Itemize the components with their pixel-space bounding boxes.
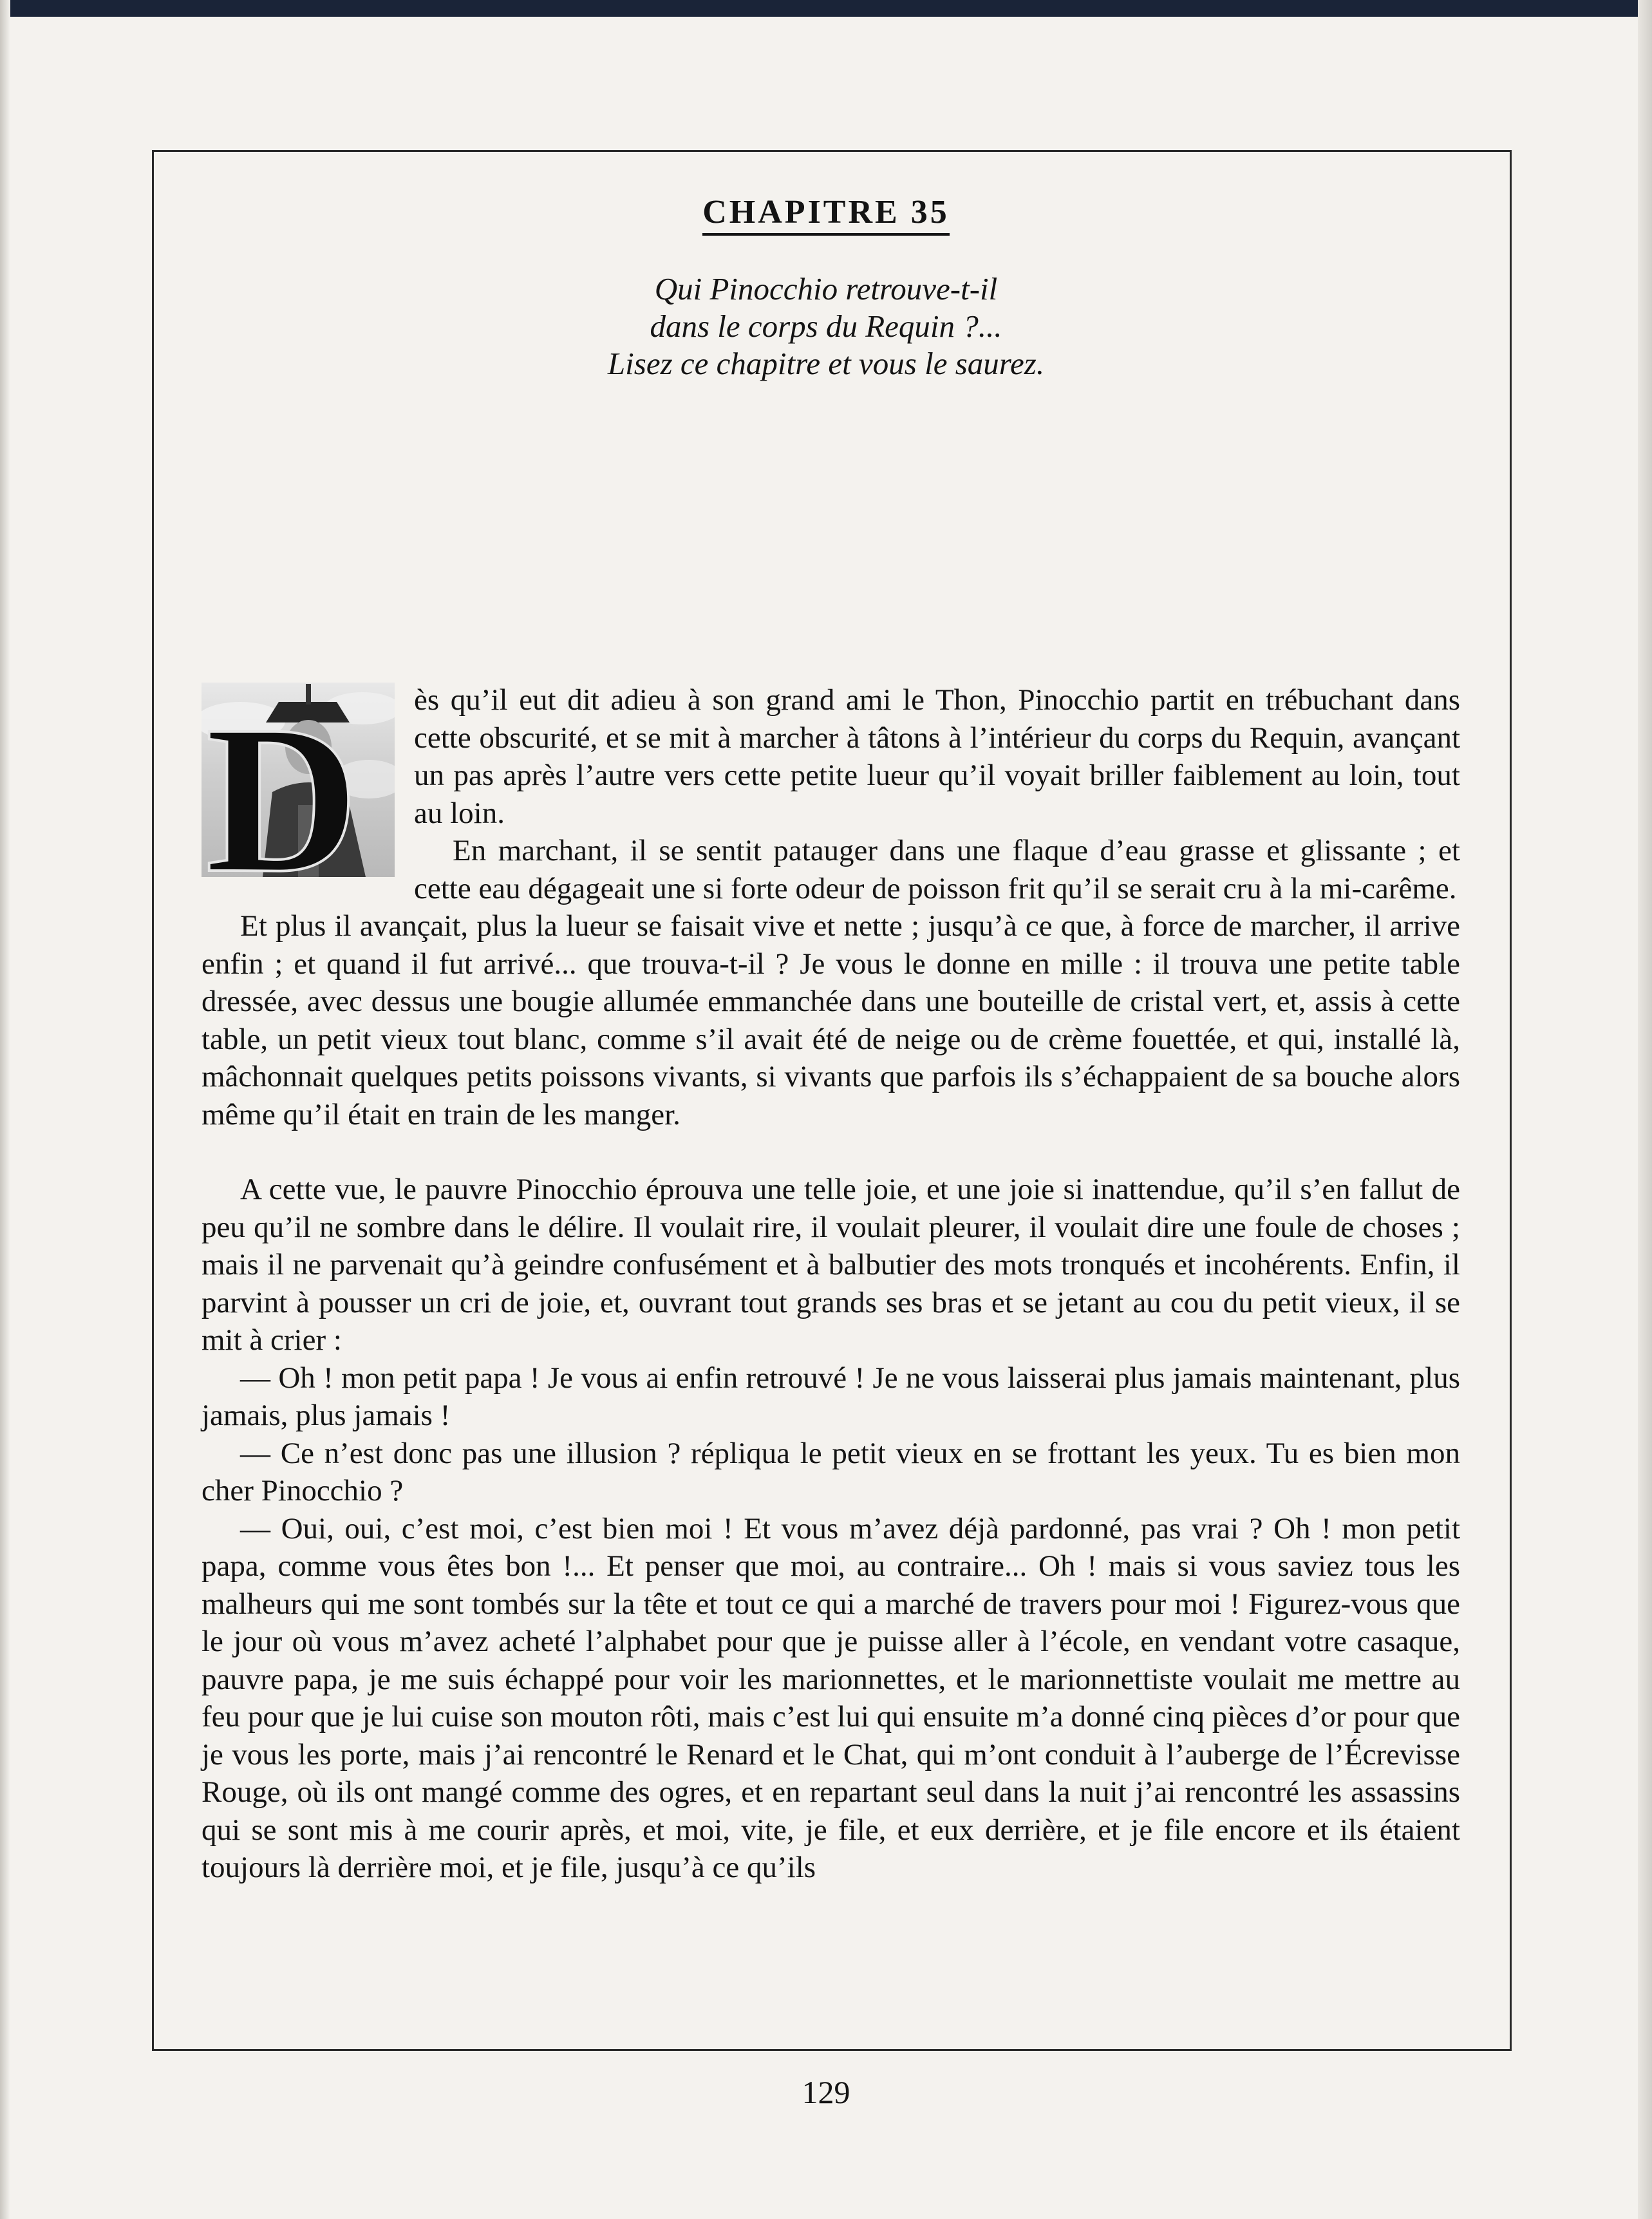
page-number: 129 (802, 2074, 850, 2110)
subtitle-line: Qui Pinocchio retrouve-t-il (654, 271, 998, 307)
book-top-edge (0, 0, 1652, 17)
illustrated-dropcap (202, 683, 395, 877)
dialogue-line: — Oh ! mon petit papa ! Je vous ai enfin retrouvé ! Je ne vous laisserai plus jamais maintenant, plus jamais, plus jamais ! (202, 1361, 1460, 1432)
subtitle-line: Lisez ce chapitre et vous le saurez. (607, 346, 1045, 381)
chapter-subtitle (0, 270, 1652, 382)
paragraph: En marchant, il se sentit patauger dans une flaque d’eau grasse et glissante ; et cette eau dégageait une si forte odeur de poisson frit qu’il se serait cru à la mi-carême. (414, 834, 1460, 905)
paragraph: Et plus il avançait, plus la lueur se faisait vive et nette ; jusqu’à ce que, à force de marcher, il arrive enfin ; et quand il fut arrivé... que trouva-t-il ? Je vous le donne en mille : il trouva une petite table dressée, avec dessus une bougie allumée emmanchée dans une bouteille de cristal vert, et, assis à cette table, un petit vieux tout blanc, comme s’il avait été de neige ou de crème fouettée, et qui, installé là, mâchonnait quelques petits poissons vivants, si vivants que parfois ils s’échappaient de sa bouche alors même qu’il était en train de les manger. (202, 909, 1460, 1131)
dialogue-line: — Oui, oui, c’est moi, c’est bien moi ! Et vous m’avez déjà pardonné, pas vrai ? Oh ! mon petit papa, comme vous êtes bon !... Et penser que moi, au contraire... Oh ! mais si vous saviez tous les malheurs qui me sont tombés sur la tête et tout ce qui a marché de travers pour moi ! Figurez-vous que le jour où vous m’avez acheté l’alphabet pour que je puisse aller à l’école, en vendant votre casaque, pauvre papa, je me suis échappé pour voir les marionnettes, et le marionnettiste voulait me mettre au feu pour que je lui cuise son mouton rôti, mais c’est lui qui ensuite m’a donné cinq pièces d’or pour que je vous les porte, mais j’ai rencontré le Renard et le Chat, qui m’ont conduit à l’auberge de l’Écrevisse Rouge, où ils ont mangé comme des ogres, et en repartant seul dans la nuit j’ai rencontré les assassins qui se sont mis à me courir après, et moi, vite, je file, et eux derrière, et je file encore et ils étaient toujours là derrière moi, et je file, jusqu’à ce qu’ils (202, 1511, 1460, 1884)
subtitle-line: dans le corps du Requin ?... (650, 308, 1002, 344)
chapter-title-text: CHAPITRE 35 (702, 194, 949, 236)
dropcap-letter: D (205, 683, 359, 877)
paragraph: ès qu’il eut dit adieu à son grand ami le Thon, Pinocchio partit en trébuchant dans cette obscurité, et se mit à marcher à tâtons à l’intérieur du corps du Requin, avançant un pas après l’autre vers cette petite lueur qu’il voyait briller faiblement au loin, tout au loin. (414, 683, 1460, 830)
chapter-title (0, 193, 1652, 231)
paragraph: A cette vue, le pauvre Pinocchio éprouva une telle joie, et une joie si inattendue, qu’il s’en fallut de peu qu’il ne sombre dans le délire. Il voulait rire, il voulait pleurer, il voulait dire une foule de choses ; mais il ne parvenait qu’à geindre confusément et à balbutier des mots tronqués et incohérents. Enfin, il parvint à pousser un cri de joie, et, ouvrant tout grands ses bras et se jetant au cou du petit vieux, il se mit à crier : (202, 1173, 1460, 1357)
dialogue-line: — Ce n’est donc pas une illusion ? répliqua le petit vieux en se frottant les yeux. Tu es bien mon cher Pinocchio ? (202, 1436, 1460, 1507)
dropcap-illustration (202, 683, 395, 877)
chapter-body (202, 681, 1460, 1887)
